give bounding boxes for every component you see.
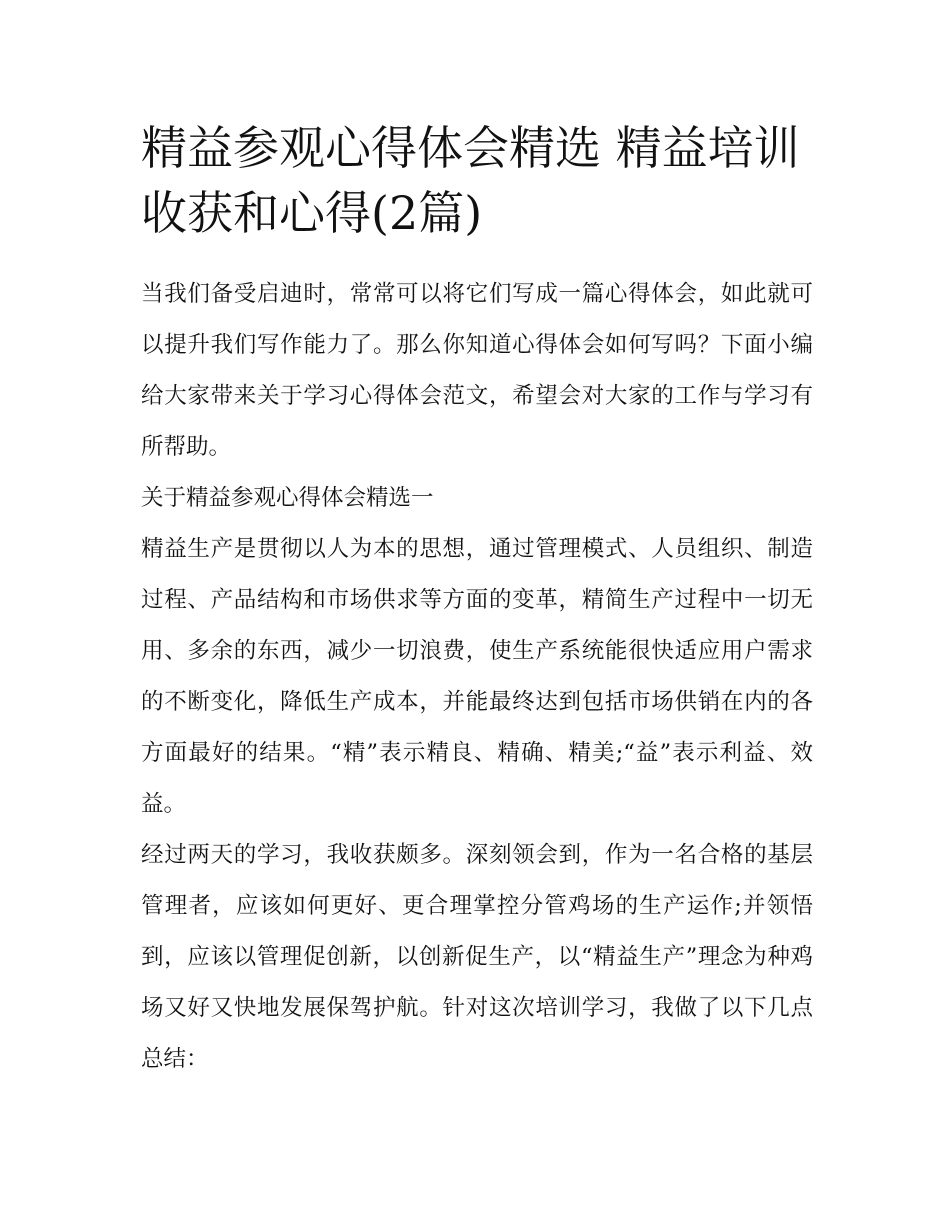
body-paragraph: 精益生产是贯彻以人为本的思想，通过管理模式、人员组织、制造过程、产品结构和市场供求等方面的变革，精简生产过程中一切无用、多余的东西，减少一切浪费，使生产系统能很快适应用户需求的不断变化，降低生产成本，并能最终达到包括市场供销在内的各方面最好的结果。“精”表示精良、精确、精美;“益”表示利益、效益。 [141, 536, 813, 817]
body-paragraph: 经过两天的学习，我收获颇多。深刻领会到，作为一名合格的基层管理者，应该如何更好、更合理掌控分管鸡场的生产运作;并领悟到，应该以管理促创新，以创新促生产，以“精益生产”理念为种鸡场又好又快地发展保驾护航。针对这次培训学习，我做了以下几点总结： [141, 842, 813, 1072]
intro-paragraph: 当我们备受启迪时，常常可以将它们写成一篇心得体会，如此就可以提升我们写作能力了。那么你知道心得体会如何写吗？下面小编给大家带来关于学习心得体会范文，希望会对大家的工作与学习有所帮助。 [141, 281, 813, 460]
document-page [141, 116, 813, 1085]
document-title: 精益参观心得体会精选 精益培训收获和心得(2篇) [141, 121, 800, 240]
document-body [141, 269, 813, 1085]
section-heading: 关于精益参观心得体会精选一 [141, 485, 434, 511]
